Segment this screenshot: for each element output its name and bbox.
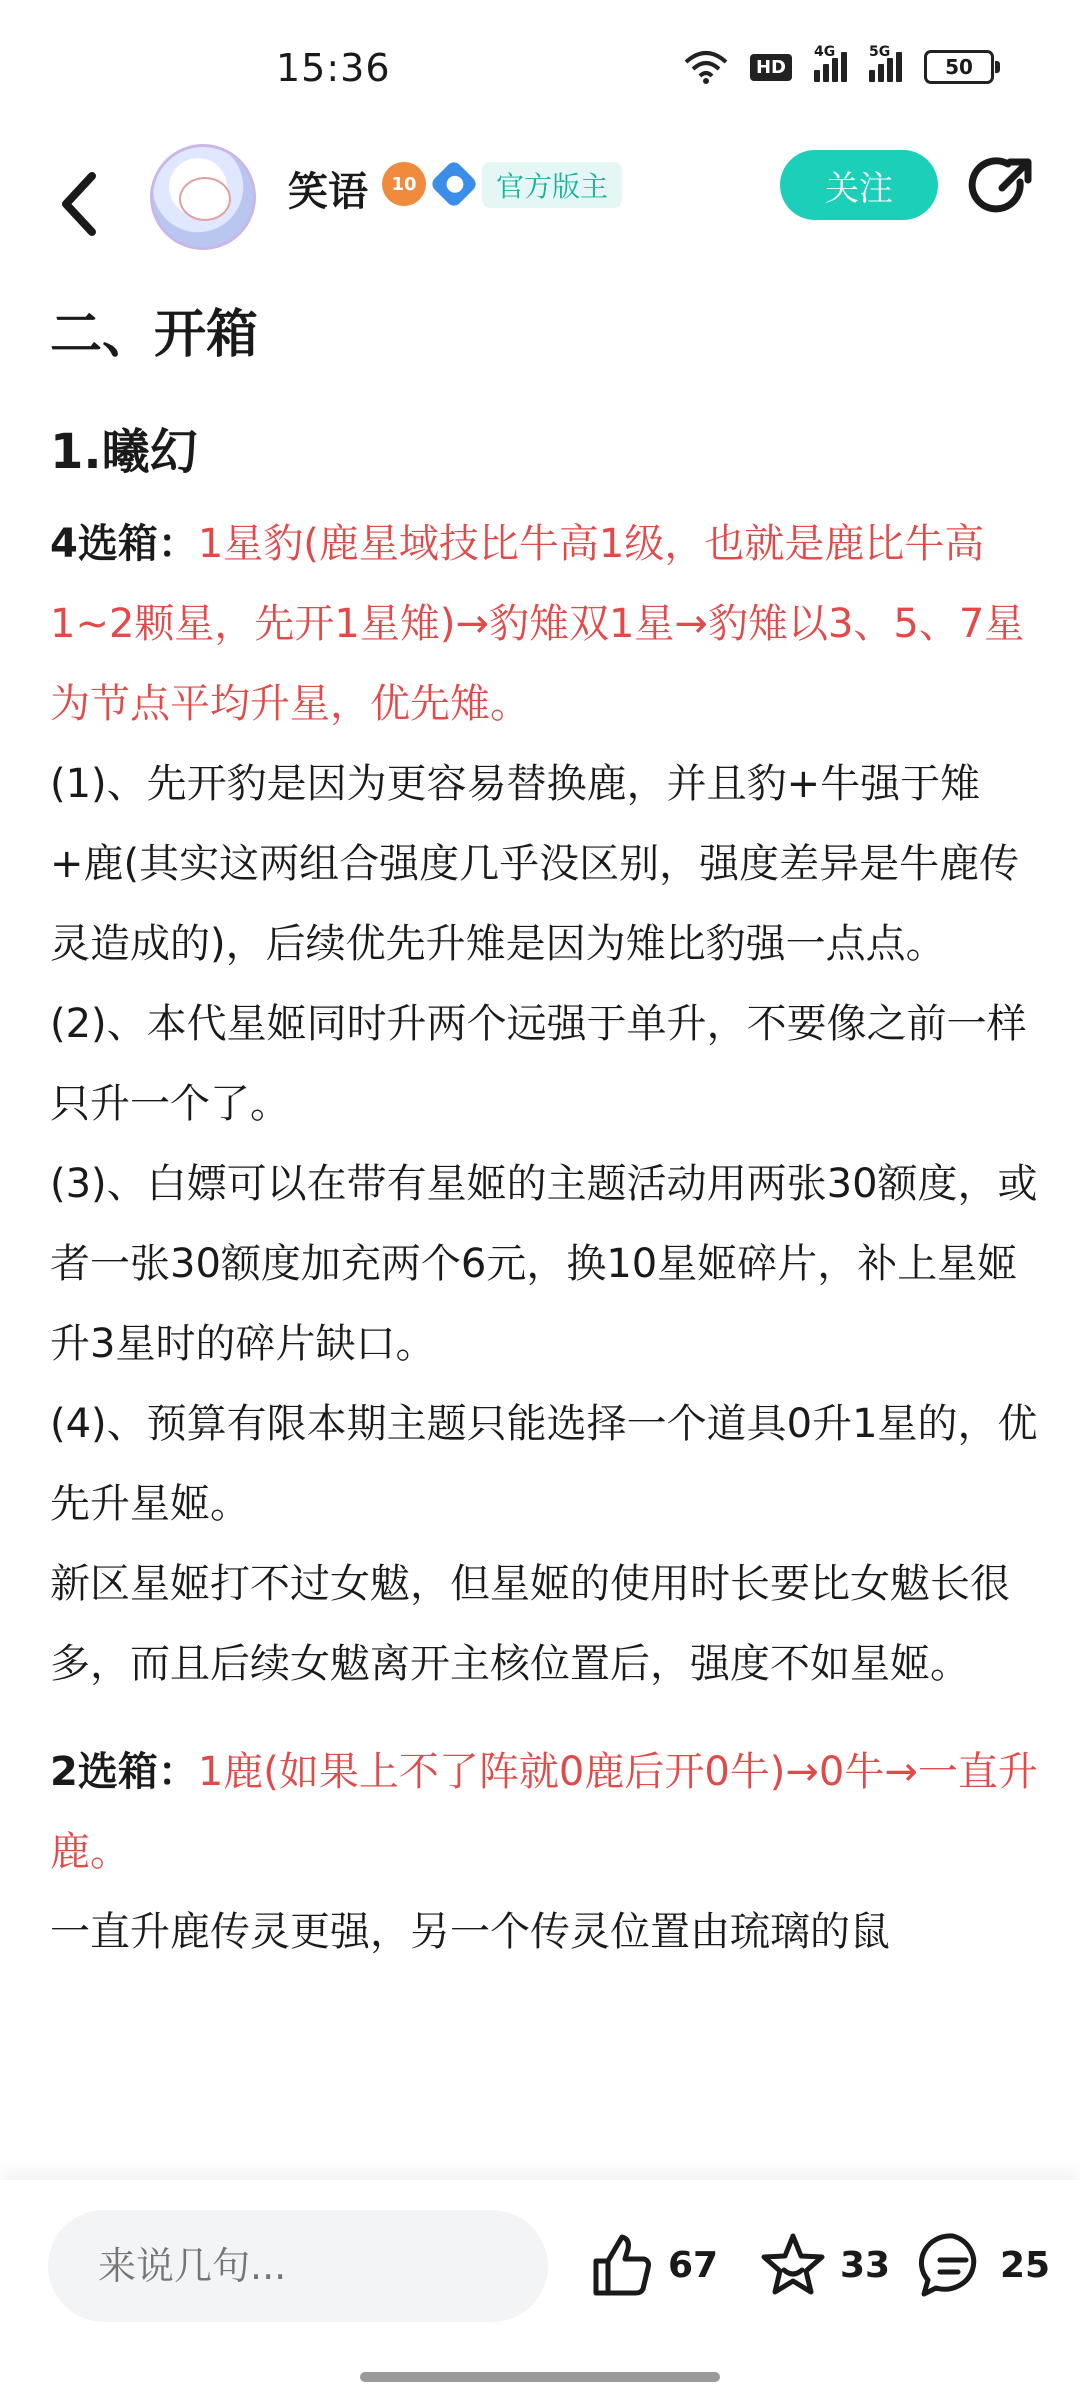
sub-title: 1.曦幻: [50, 424, 198, 480]
spacer: [50, 1704, 1040, 1732]
bottom-action-bar: [0, 2180, 1080, 2400]
share-icon[interactable]: [968, 152, 1038, 222]
thumbs-up-icon: [588, 2231, 656, 2299]
comment-count: 25: [1000, 2244, 1051, 2286]
box4-label: 4选箱：: [50, 521, 198, 567]
wifi-icon: [684, 50, 728, 84]
status-time: 15:36: [276, 46, 391, 90]
star-icon: [758, 2230, 828, 2300]
battery-icon: 50: [924, 50, 994, 84]
paragraph-6: 一直升鹿传灵更强，另一个传灵位置由琉璃的鼠: [50, 1909, 890, 1955]
favorite-count: 33: [840, 2244, 891, 2286]
official-moderator-tag: 官方版主: [482, 162, 622, 208]
username[interactable]: 笑语: [288, 169, 368, 215]
follow-button[interactable]: 关注: [780, 150, 938, 220]
paragraph-5: 新区星姬打不过女魃，但星姬的使用时长要比女魃长很多，而且后续女魃离开主核位置后，强度不如星姬。: [50, 1561, 1010, 1687]
net-label-5g: 5G: [869, 44, 891, 60]
paragraph-4: (4)、预算有限本期主题只能选择一个道具0升1星的，优先升星姬。: [50, 1401, 1038, 1527]
box2-paragraph: [50, 1732, 1040, 1892]
level-badge-icon: 10: [382, 162, 426, 206]
signal-5g-icon: [869, 44, 902, 82]
like-button[interactable]: [588, 2220, 718, 2310]
section-title: 二、开箱: [50, 305, 259, 365]
avatar-face: [179, 177, 231, 221]
box2-text: 1鹿(如果上不了阵就0鹿后开0牛)→0牛→一直升鹿。: [50, 1749, 1038, 1875]
paragraph-2: (2)、本代星姬同时升两个远强于单升，不要像之前一样只升一个了。: [50, 1001, 1027, 1127]
back-arrow-icon[interactable]: [52, 164, 112, 244]
box2-label: 2选箱：: [50, 1749, 198, 1795]
status-icons: [684, 44, 994, 84]
net-label-4g: 4G: [814, 44, 836, 60]
status-bar: [0, 0, 1080, 140]
hd-icon: HD: [750, 54, 792, 81]
like-count: 67: [668, 2244, 719, 2286]
moderator-person-icon: ●: [445, 170, 465, 196]
avatar[interactable]: [150, 144, 256, 250]
comment-button[interactable]: [918, 2220, 1050, 2310]
comment-input[interactable]: [48, 2210, 548, 2322]
home-indicator[interactable]: [360, 2372, 720, 2382]
post-header: [0, 140, 1080, 270]
favorite-button[interactable]: [758, 2220, 890, 2310]
comment-bubble-icon: [918, 2230, 988, 2300]
paragraph-3: (3)、白嫖可以在带有星姬的主题活动用两张30额度，或者一张30额度加充两个6元，换10星姬碎片，补上星姬升3星时的碎片缺口。: [50, 1161, 1038, 1367]
box4-paragraph: [50, 504, 1040, 744]
paragraph-1: (1)、先开豹是因为更容易替换鹿，并且豹+牛强于雉+鹿(其实这两组合强度几乎没区别，强度差异是牛鹿传灵造成的)，后续优先升雉是因为雉比豹强一点点。: [50, 761, 1020, 967]
signal-4g-icon: [814, 44, 847, 82]
article-body: [50, 280, 1040, 1972]
box4-text: 1星豹(鹿星域技比牛高1级，也就是鹿比牛高1~2颗星，先开1星雉)→豹雉双1星→豹雉以3、5、7星为节点平均升星，优先雉。: [50, 521, 1025, 727]
